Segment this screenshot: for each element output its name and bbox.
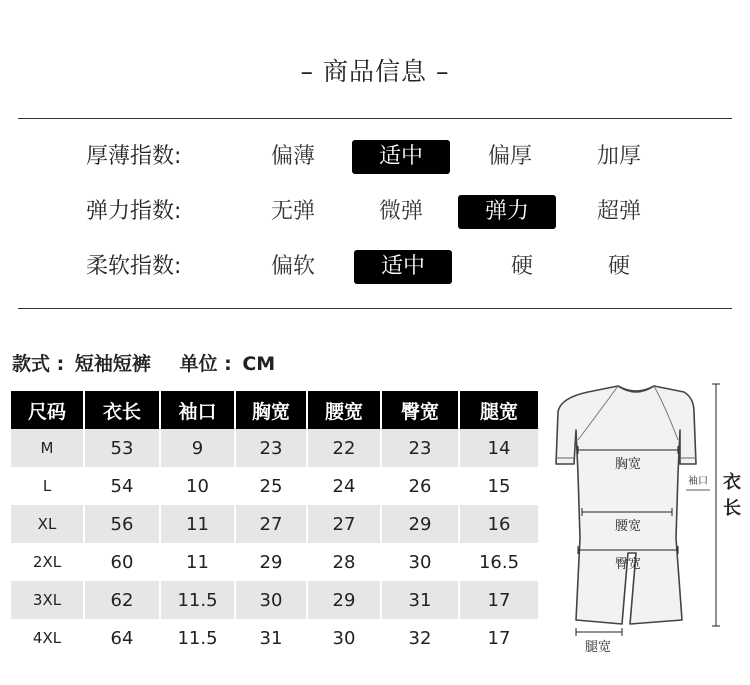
table-cell: L — [11, 467, 85, 505]
header-waist: 腰宽 — [308, 391, 382, 429]
table-cell: 17 — [460, 581, 538, 619]
table-cell: 11 — [161, 543, 236, 581]
table-cell: 54 — [85, 467, 161, 505]
table-cell: M — [11, 429, 85, 467]
table-cell: 27 — [308, 505, 382, 543]
table-cell: 53 — [85, 429, 161, 467]
attribute-option: 微弹 — [378, 199, 423, 224]
table-cell: 9 — [161, 429, 236, 467]
header-leg: 腿宽 — [460, 391, 538, 429]
table-cell: 29 — [308, 581, 382, 619]
table-cell: XL — [11, 505, 85, 543]
table-row — [11, 581, 538, 619]
table-row — [11, 543, 538, 581]
table-cell: 3XL — [11, 581, 85, 619]
attribute-option: 加厚 — [596, 144, 641, 169]
garment-diagram — [548, 378, 748, 668]
attribute-option: 偏软 — [270, 254, 315, 279]
table-cell: 26 — [382, 467, 460, 505]
attribute-option-selected: 适中 — [354, 250, 452, 284]
header-cuff: 袖口 — [161, 391, 236, 429]
top-divider — [18, 118, 732, 119]
size-table — [11, 391, 538, 657]
attribute-option: 硬 — [607, 254, 630, 279]
table-cell: 29 — [236, 543, 308, 581]
header-size: 尺码 — [11, 391, 85, 429]
attribute-row-thickness — [0, 140, 750, 174]
header-hip: 臀宽 — [382, 391, 460, 429]
style-label: 款式 : — [12, 353, 65, 375]
table-cell: 11 — [161, 505, 236, 543]
table-row — [11, 505, 538, 543]
leg-label: 腿宽 — [584, 640, 612, 655]
table-cell: 31 — [236, 619, 308, 657]
table-cell: 30 — [382, 543, 460, 581]
attribute-label: 弹力指数: — [86, 199, 182, 224]
attribute-option: 偏薄 — [270, 144, 315, 169]
table-cell: 64 — [85, 619, 161, 657]
style-info — [12, 350, 275, 378]
length-label-top: 衣 — [723, 472, 741, 493]
table-row — [11, 467, 538, 505]
table-cell: 31 — [382, 581, 460, 619]
attribute-option: 超弹 — [596, 199, 641, 224]
header-length: 衣长 — [85, 391, 161, 429]
table-cell: 4XL — [11, 619, 85, 657]
table-cell: 23 — [236, 429, 308, 467]
table-cell: 2XL — [11, 543, 85, 581]
unit-label: 单位 : — [179, 353, 232, 375]
table-cell: 23 — [382, 429, 460, 467]
hip-label: 臀宽 — [614, 557, 642, 572]
attribute-option-selected: 弹力 — [458, 195, 556, 229]
table-cell: 15 — [487, 475, 511, 497]
table-header-row — [11, 391, 538, 429]
attribute-option: 无弹 — [270, 199, 315, 224]
length-label-bottom: 长 — [723, 498, 741, 519]
table-row — [11, 429, 538, 467]
table-cell: 62 — [85, 581, 161, 619]
section-title: – 商品信息 – — [300, 57, 450, 86]
attribute-row-elasticity — [0, 195, 750, 229]
table-cell: 60 — [85, 543, 161, 581]
table-cell: 30 — [236, 581, 308, 619]
table-cell: 16.5 — [478, 551, 520, 573]
table-cell: 25 — [236, 467, 308, 505]
attribute-option-selected: 适中 — [352, 140, 450, 174]
attribute-label: 柔软指数: — [86, 254, 182, 279]
table-cell: 10 — [161, 467, 236, 505]
table-cell: 16 — [460, 505, 538, 543]
bottom-divider — [18, 308, 732, 309]
table-cell: 22 — [308, 429, 382, 467]
attribute-row-softness — [0, 250, 750, 284]
attribute-label: 厚薄指数: — [86, 144, 182, 169]
table-cell: 28 — [308, 543, 382, 581]
style-value: 短袖短裤 — [74, 353, 151, 375]
header-chest: 胸宽 — [236, 391, 308, 429]
table-cell: 30 — [308, 619, 382, 657]
table-cell: 27 — [236, 505, 308, 543]
wetsuit-outline — [556, 386, 696, 624]
table-cell: 56 — [85, 505, 161, 543]
unit-value: CM — [242, 353, 276, 375]
table-cell: 29 — [382, 505, 460, 543]
table-cell: 11.5 — [161, 619, 236, 657]
chest-label: 胸宽 — [614, 457, 642, 472]
table-cell: 14 — [460, 429, 538, 467]
table-cell: 11.5 — [161, 581, 236, 619]
attribute-option: 偏厚 — [487, 144, 532, 169]
table-row — [11, 619, 538, 657]
table-cell: 32 — [382, 619, 460, 657]
table-cell: 24 — [308, 467, 382, 505]
attribute-option: 硬 — [510, 254, 533, 279]
waist-label: 腰宽 — [614, 519, 642, 534]
table-cell: 17 — [487, 627, 511, 649]
cuff-label: 袖口 — [688, 476, 708, 487]
